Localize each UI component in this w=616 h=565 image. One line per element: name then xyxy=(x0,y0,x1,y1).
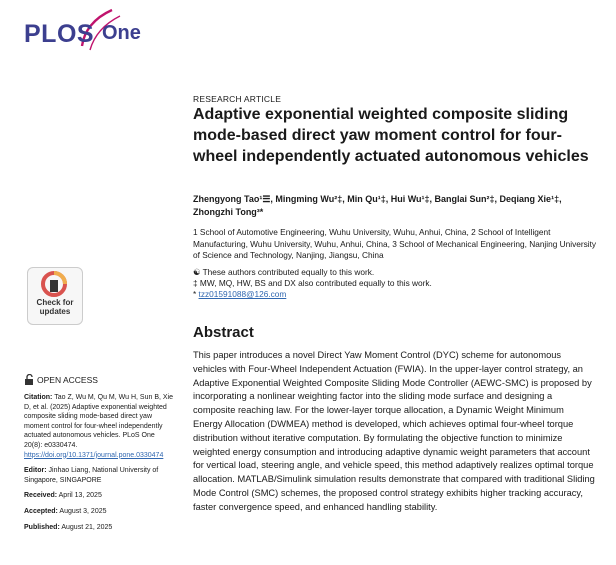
also-contributed-note: ‡ MW, MQ, HW, BS and DX also contributed equally to this work. xyxy=(193,278,432,288)
logo-wordmark: PLOS xyxy=(24,20,95,48)
equal-contribution-note: ☯ These authors contributed equally to this work. xyxy=(193,267,375,277)
citation-block xyxy=(24,393,174,460)
accepted-label: Accepted: xyxy=(24,507,58,515)
corresponding-email[interactable]: tzz01591088@126.com xyxy=(198,289,287,299)
affiliations: 1 School of Automotive Engineering, Wuhu University, Wuhu, Anhui, China, 2 School of Intelligent Manufacturing, Wuhu University, Wuhu, Anhui, China, 3 School of Mechanical Engineering, Nanjing University of Science and Technology, Nanjing, Jiangsu, China xyxy=(193,227,597,260)
citation-label: Citation: xyxy=(24,394,53,401)
received-block xyxy=(24,491,174,501)
article-sidebar xyxy=(24,393,174,538)
accepted-date: August 3, 2025 xyxy=(59,507,107,515)
open-access-label: OPEN ACCESS xyxy=(37,375,98,385)
editor-label: Editor: xyxy=(24,467,47,475)
open-lock-icon xyxy=(24,374,34,386)
published-date: August 21, 2025 xyxy=(61,523,113,531)
doi-link[interactable]: https://doi.org/10.1371/journal.pone.0330474 xyxy=(24,451,164,459)
check-updates-icon xyxy=(40,270,68,298)
editor-block xyxy=(24,466,174,485)
published-block xyxy=(24,523,174,533)
abstract-heading: Abstract xyxy=(193,324,254,341)
citation-text: Tao Z, Wu M, Qu M, Wu H, Sun B, Xie D, et al. (2025) Adaptive exponential weighted composite sliding mode-based direct yaw moment control for four-wheel independently actuated autonomous vehicles. PLoS One 20(8): e0330474. xyxy=(24,394,173,449)
author-notes xyxy=(193,267,598,300)
abstract-body: This paper introduces a novel Direct Yaw Moment Control (DYC) scheme for autonomous vehicles with Four-Wheel Independent Actuation (FWIA). In the upper-layer control strategy, an Adaptive Exponential Weighted Composite Sliding Mode Controller (AEWC-SMC) is proposed by incorporating a nonlinear weighting factor into the sliding mode surface and designing a composite reaching law. For the lower-layer torque allocation, a Dynamic Weight Minimum Energy Allocation (DWMEA) method is developed, which achieves optimal four-wheel torque distribution without iterative computation. By formulating the objective function to minimize weighted energy consumption and introducing adaptive dynamic weight parameters that account for vertical load, steering angle, and vehicle speed, this method adaptively realizes optimal torque allocation. MATLAB/Simulink simulation results demonstrate that compared with traditional Sliding Mode Control (SMC) schemes, the proposed control strategy exhibits higher tracking accuracy, faster convergence speed, and enhanced handling stability. xyxy=(193,350,595,512)
open-access xyxy=(24,374,98,386)
logo-sub: One xyxy=(102,22,141,44)
check-updates-label: Check for updates xyxy=(36,298,74,316)
accepted-block xyxy=(24,507,174,517)
article-title: Adaptive exponential weighted composite sliding mode-based direct yaw moment control for four-wheel independently actuated autonomous vehicles xyxy=(193,106,589,165)
author-list: Zhengyong Tao¹☰, Mingming Wu²‡, Min Qu¹‡, Hui Wu¹‡, Banglai Sun²‡, Deqiang Xie¹‡, Zhongzhi Tong³* xyxy=(193,194,562,217)
article-type: RESEARCH ARTICLE xyxy=(193,94,282,104)
published-label: Published: xyxy=(24,523,60,531)
email-marker: * xyxy=(193,289,199,299)
received-date: April 13, 2025 xyxy=(58,492,102,500)
received-label: Received: xyxy=(24,492,58,500)
corresponding-email-row xyxy=(193,289,598,300)
editor-text: Jinhao Liang, National University of Singapore, SINGAPORE xyxy=(24,467,159,484)
